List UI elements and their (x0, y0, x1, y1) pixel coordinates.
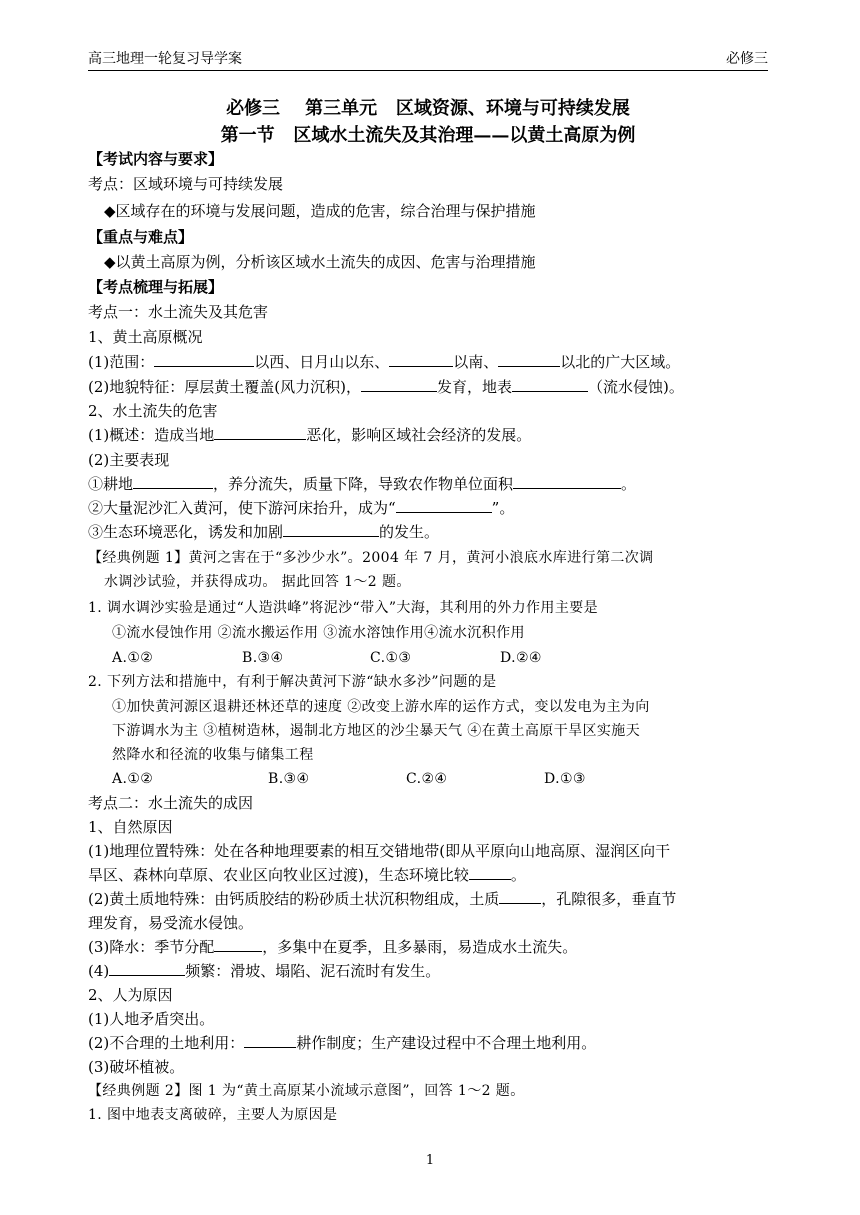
example-1-intro-cont: 水调沙试验，并获得成功。 据此回答 1～2 题。 (104, 574, 411, 590)
example-1-q2: 2. 下列方法和措施中，有利于解决黄河下游“缺水多沙”问题的是 (88, 674, 497, 690)
blank (133, 474, 213, 489)
option-c: C.②④ (406, 771, 448, 787)
section-1-heading: 1、黄土高原概况 (88, 328, 203, 346)
main-manifestations: (2)主要表现 (88, 451, 170, 469)
key-points-heading: 【重点与难点】 (88, 228, 194, 246)
requirements-bullet: ◆区域存在的环境与发展问题，造成的危害，综合治理与保护措施 (104, 202, 536, 220)
effect-2: ②大量泥沙汇入黄河，使下游河床抬升，成为“ ”。 (88, 499, 515, 517)
option-d: D.②④ (500, 650, 542, 666)
human-cause-3: (3)破坏植被。 (88, 1058, 185, 1076)
overview-line: (1)概述：造成当地 恶化，影响区域社会经济的发展。 (88, 426, 532, 444)
blank (469, 865, 511, 880)
key-points-bullet: ◆以黄土高原为例，分析该区域水土流失的成因、危害与治理措施 (104, 253, 536, 271)
effect-3: ③生态环境恶化，诱发和加剧 的发生。 (88, 523, 440, 541)
blank (214, 425, 306, 440)
blank (512, 377, 588, 392)
human-causes-heading: 2、人为原因 (88, 986, 173, 1004)
option-b: B.③④ (242, 650, 284, 666)
kaodian-1: 考点一：水土流失及其危害 (88, 303, 269, 321)
natural-cause-1: (1)地理位置特殊：处在各种地理要素的相互交错地带(即从平原向山地高原、湿润区向干 (88, 842, 671, 860)
header-left: 高三地理一轮复习导学案 (88, 51, 242, 67)
example-1-q2-l1: ①加快黄河源区退耕还林还草的速度 ②改变上游水库的运作方式，变以发电为主为向 (112, 699, 650, 715)
header-rule (88, 70, 768, 71)
section-title: 第一节 区域水土流失及其治理——以黄土高原为例 (220, 125, 636, 146)
natural-causes-heading: 1、自然原因 (88, 818, 173, 836)
blank (498, 352, 560, 367)
example-2-intro: 【经典例题 2】图 1 为“黄土高原某小流域示意图”，回答 1～2 题。 (88, 1083, 525, 1099)
human-cause-1: (1)人地矛盾突出。 (88, 1010, 215, 1028)
blank (214, 937, 262, 952)
blank (244, 1033, 296, 1048)
natural-cause-2: (2)黄土质地特殊：由钙质胶结的粉砂质土状沉积物组成，土质 ，孔隙很多，垂直节 (88, 890, 677, 908)
blank (154, 352, 254, 367)
header-right: 必修三 (726, 51, 768, 67)
effect-1: ①耕地 ，养分流失，质量下降，导致农作物单位面积 。 (88, 475, 637, 493)
blank (389, 352, 453, 367)
option-d: D.①③ (544, 771, 586, 787)
example-1-q1-items: ①流水侵蚀作用 ②流水搬运作用 ③流水溶蚀作用④流水沉积作用 (112, 625, 525, 641)
blank (283, 522, 379, 537)
option-a: A.①② (112, 650, 154, 666)
example-1-q2-l2: 下游调水为主 ③植树造林，遏制北方地区的沙尘暴天气 ④在黄土高原干旱区实施天 (112, 723, 641, 739)
natural-cause-2-cont: 理发育，易受流水侵蚀。 (88, 914, 254, 932)
terrain-line: (2)地貌特征：厚层黄土覆盖(风力沉积)， 发育，地表 （流水侵蚀)。 (88, 378, 684, 396)
human-cause-2: (2)不合理的土地利用： 耕作制度；生产建设过程中不合理土地利用。 (88, 1034, 597, 1052)
blank (361, 377, 437, 392)
example-1-q2-l3: 然降水和径流的收集与储集工程 (112, 747, 314, 763)
blank (499, 889, 541, 904)
requirements-kaodian: 考点：区域环境与可持续发展 (88, 175, 284, 193)
option-c: C.①③ (370, 650, 412, 666)
example-1-q1: 1. 调水调沙实验是通过“人造洪峰”将泥沙“带入”大海，其利用的外力作用主要是 (88, 600, 599, 616)
kaodian-2: 考点二：水土流失的成因 (88, 794, 254, 812)
page-number: 1 (425, 1153, 435, 1168)
natural-cause-1-cont: 旱区、森林向草原、农业区向牧业区过渡)，生态环境比较 。 (88, 866, 526, 884)
example-1-intro: 【经典例题 1】黄河之害在于“多沙少水”。2004 年 7 月，黄河小浪底水库进行第二次调 (88, 550, 654, 566)
range-line: (1)范围： 以西、日月山以东、 以南、 以北的广大区域。 (88, 353, 681, 371)
example-2-q1: 1. 图中地表支离破碎，主要人为原因是 (88, 1107, 338, 1123)
option-a: A.①② (112, 771, 154, 787)
sort-heading: 【考点梳理与拓展】 (88, 278, 224, 296)
blank (109, 961, 185, 976)
blank (396, 498, 492, 513)
option-b: B.③④ (268, 771, 310, 787)
section-2-heading: 2、水土流失的危害 (88, 402, 218, 420)
requirements-heading: 【考试内容与要求】 (88, 150, 224, 168)
natural-cause-4: (4) 频繁：滑坡、塌陷、泥石流时有发生。 (88, 962, 441, 980)
blank (513, 474, 621, 489)
unit-title: 必修三 第三单元 区域资源、环境与可持续发展 (226, 98, 630, 119)
natural-cause-3: (3)降水：季节分配 ，多集中在夏季，且多暴雨，易造成水土流失。 (88, 938, 578, 956)
